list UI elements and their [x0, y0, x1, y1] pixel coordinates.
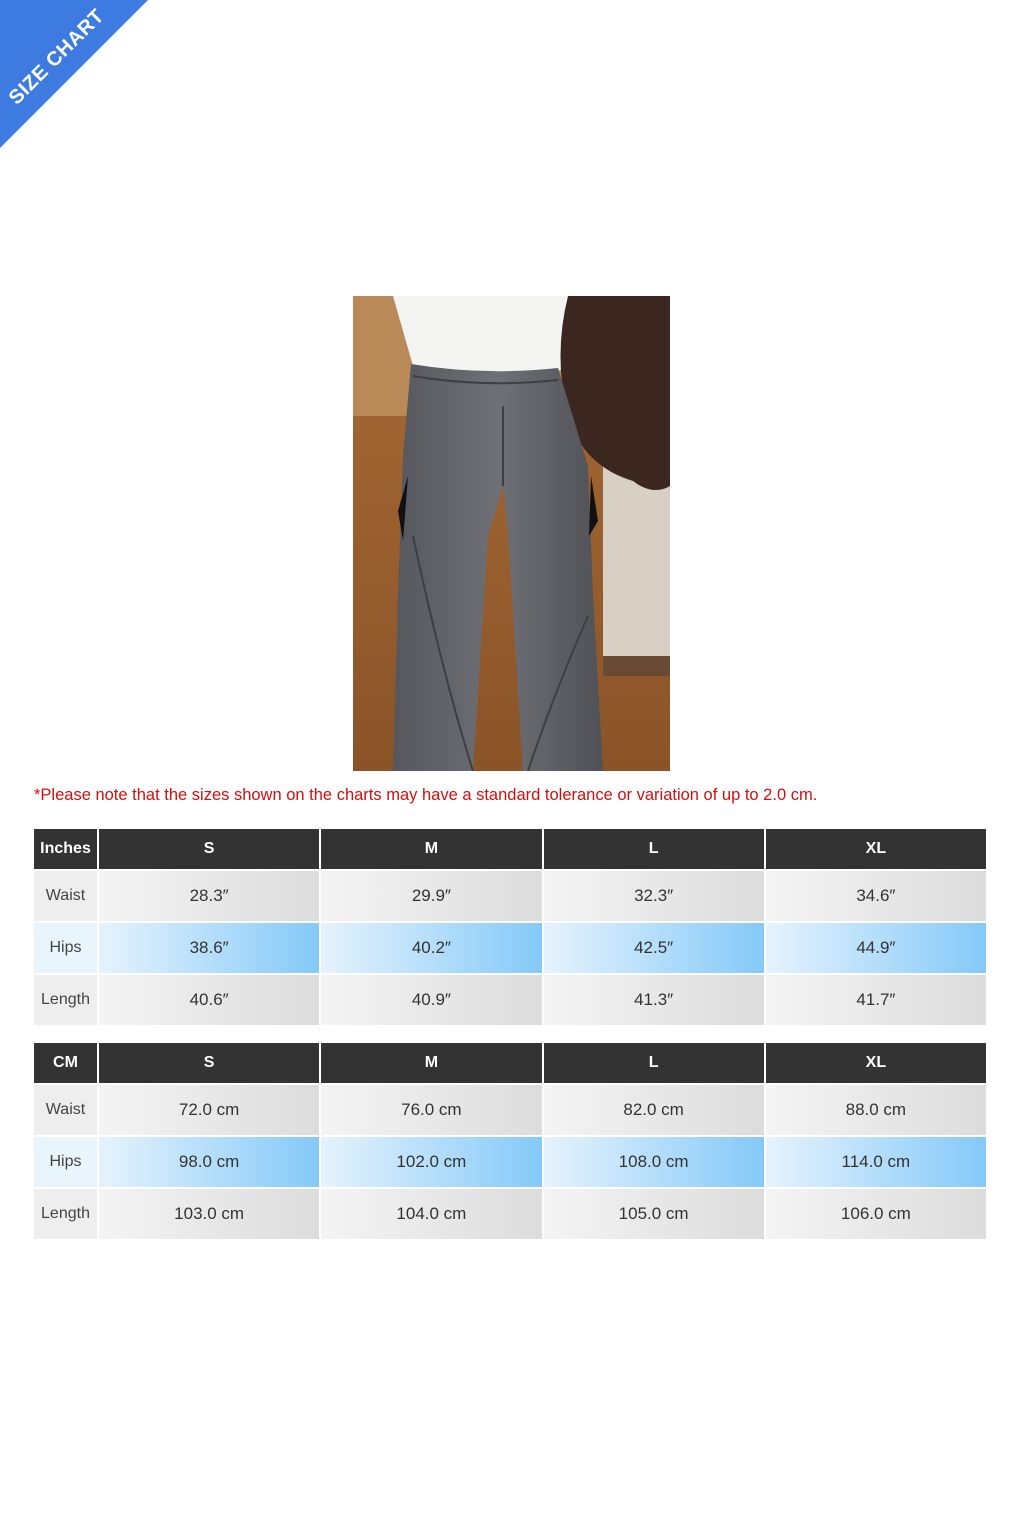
- inches-size-table: [32, 827, 988, 1027]
- table-row: [34, 923, 986, 973]
- size-chart-banner: [0, 0, 150, 150]
- row-label: Waist: [34, 871, 97, 921]
- size-header: M: [321, 1043, 541, 1083]
- table-cell: 106.0 cm: [766, 1189, 986, 1239]
- banner-triangle: [0, 0, 148, 148]
- table-cell: 42.5″: [544, 923, 764, 973]
- table-header-row: [34, 829, 986, 869]
- table-row: [34, 1189, 986, 1239]
- table-row: [34, 1137, 986, 1187]
- banner-label: SIZE CHART: [4, 5, 109, 110]
- table-cell: 114.0 cm: [766, 1137, 986, 1187]
- size-header: XL: [766, 1043, 986, 1083]
- table-cell: 108.0 cm: [544, 1137, 764, 1187]
- cm-size-table: [32, 1041, 988, 1241]
- table-cell: 29.9″: [321, 871, 541, 921]
- size-header: M: [321, 829, 541, 869]
- table-row: [34, 1085, 986, 1135]
- table-cell: 104.0 cm: [321, 1189, 541, 1239]
- size-header: S: [99, 1043, 319, 1083]
- table-cell: 34.6″: [766, 871, 986, 921]
- table-row: [34, 975, 986, 1025]
- product-photo: [353, 296, 670, 771]
- row-label: Waist: [34, 1085, 97, 1135]
- table-cell: 98.0 cm: [99, 1137, 319, 1187]
- table-cell: 32.3″: [544, 871, 764, 921]
- table-cell: 41.7″: [766, 975, 986, 1025]
- table-cell: 40.9″: [321, 975, 541, 1025]
- table-header-row: [34, 1043, 986, 1083]
- row-label: Length: [34, 975, 97, 1025]
- unit-header: CM: [34, 1043, 97, 1083]
- size-header: S: [99, 829, 319, 869]
- table-cell: 44.9″: [766, 923, 986, 973]
- table-cell: 41.3″: [544, 975, 764, 1025]
- table-cell: 103.0 cm: [99, 1189, 319, 1239]
- table-cell: 38.6″: [99, 923, 319, 973]
- table-cell: 88.0 cm: [766, 1085, 986, 1135]
- table-cell: 72.0 cm: [99, 1085, 319, 1135]
- size-header: L: [544, 1043, 764, 1083]
- table-row: [34, 871, 986, 921]
- table-cell: 28.3″: [99, 871, 319, 921]
- table-cell: 40.6″: [99, 975, 319, 1025]
- table-cell: 82.0 cm: [544, 1085, 764, 1135]
- table-cell: 105.0 cm: [544, 1189, 764, 1239]
- unit-header: Inches: [34, 829, 97, 869]
- tolerance-note: *Please note that the sizes shown on the charts may have a standard tolerance or variation of up to 2.0 cm.: [34, 786, 818, 804]
- size-header: XL: [766, 829, 986, 869]
- row-label: Length: [34, 1189, 97, 1239]
- size-header: L: [544, 829, 764, 869]
- table-cell: 76.0 cm: [321, 1085, 541, 1135]
- row-label: Hips: [34, 1137, 97, 1187]
- table-cell: 40.2″: [321, 923, 541, 973]
- row-label: Hips: [34, 923, 97, 973]
- table-cell: 102.0 cm: [321, 1137, 541, 1187]
